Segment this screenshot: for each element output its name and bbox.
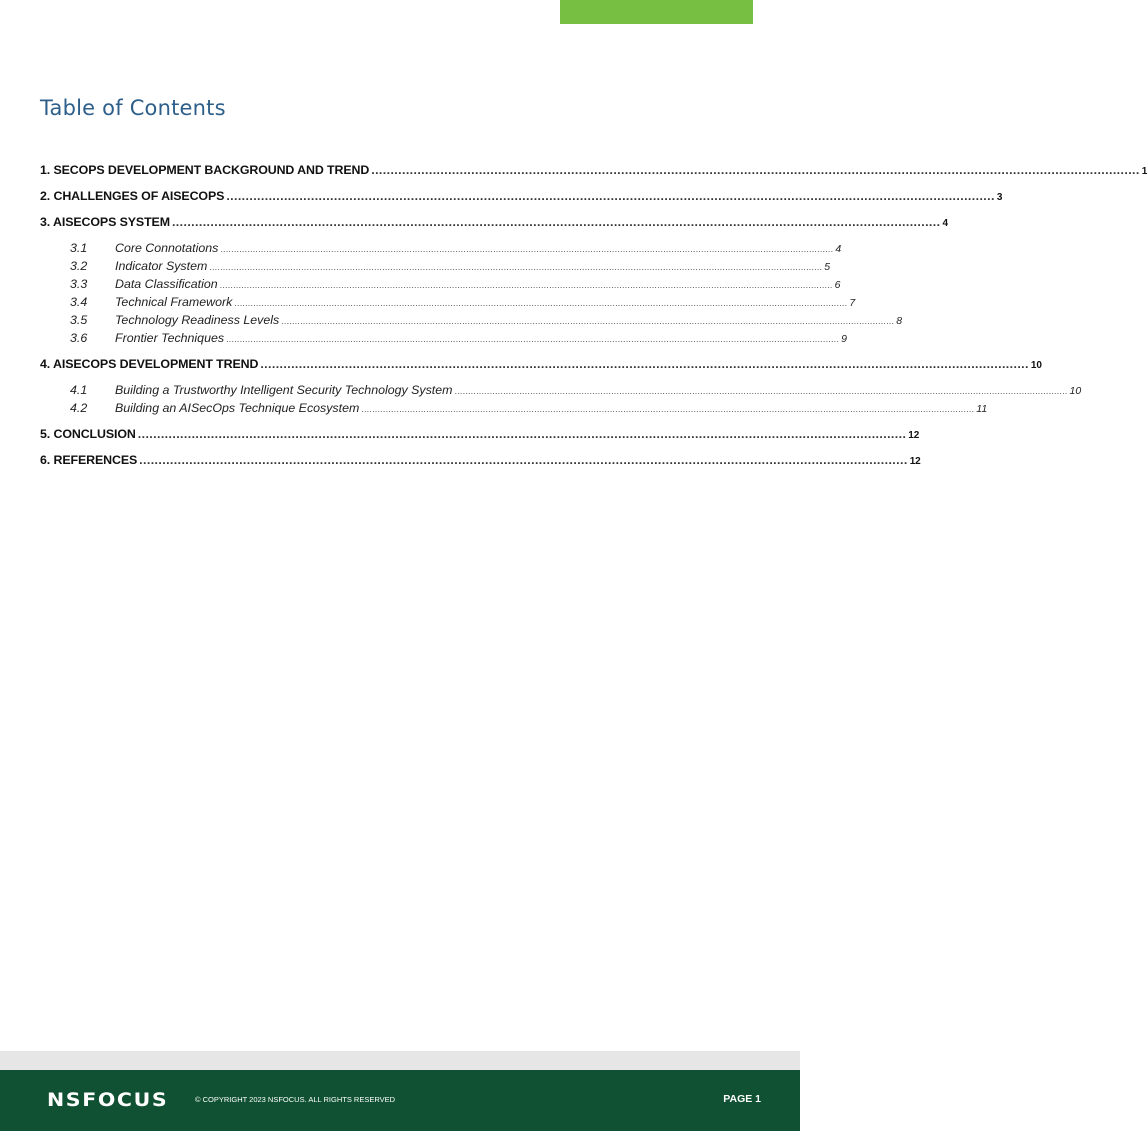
table-of-contents — [40, 163, 1147, 467]
toc-entry-label: 4. AISECOPS DEVELOPMENT TREND — [40, 357, 259, 371]
toc-entry-page: 12 — [908, 430, 920, 441]
dot-leader: ................................................................................................................................................................................................................................... — [219, 280, 833, 290]
toc-entry-number: 3.4 — [70, 295, 88, 309]
toc-entry-number: 3.3 — [70, 277, 88, 291]
toc-entry-page: 4 — [942, 218, 948, 229]
toc-entry-page: 8 — [896, 315, 903, 327]
toc-entry-page: 5 — [824, 261, 831, 273]
dot-leader: ................................................................................................................................................................................................................................... — [220, 244, 834, 254]
dot-leader: ........................................................................................................................................................................................................ — [226, 189, 995, 203]
toc-entry-label: 6. REFERENCES — [40, 453, 138, 467]
toc-entry-page: 6 — [834, 279, 841, 291]
toc-entry-1[interactable] — [40, 163, 1147, 177]
top-accent-bar — [560, 0, 753, 24]
toc-entry-4[interactable] — [40, 357, 1042, 371]
toc-entry-page: 10 — [1030, 360, 1042, 371]
page-title: Table of Contents — [40, 96, 226, 120]
dot-leader: ........................................................................................................................................................................................................ — [260, 357, 1029, 371]
dot-leader: ................................................................................................................................................................................................................................... — [209, 262, 823, 272]
toc-entry-3-1[interactable] — [40, 241, 842, 255]
page-footer — [0, 1070, 800, 1131]
toc-entry-number: 3.2 — [70, 259, 88, 273]
toc-entry-4-2[interactable] — [40, 401, 988, 415]
dot-leader: ................................................................................................................................................................................................................................... — [454, 386, 1068, 396]
toc-entry-label: Building a Trustworthy Intelligent Security Technology System — [115, 383, 453, 397]
toc-entry-label: Data Classification — [115, 277, 218, 291]
toc-entry-label: Technical Framework — [115, 295, 233, 309]
toc-entry-label: 5. CONCLUSION — [40, 427, 136, 441]
toc-entry-label: Indicator System — [115, 259, 208, 273]
toc-entry-label: Technology Readiness Levels — [115, 313, 280, 327]
toc-entry-page: 10 — [1069, 385, 1082, 397]
toc-entry-3-4[interactable] — [40, 295, 856, 309]
toc-entry-3[interactable] — [40, 215, 948, 229]
toc-entry-number: 3.5 — [70, 313, 88, 327]
copyright-text: © COPYRIGHT 2023 NSFOCUS. ALL RIGHTS RESERVED — [195, 1095, 396, 1104]
toc-entry-5[interactable] — [40, 427, 920, 441]
toc-entry-number: 4.1 — [70, 383, 88, 397]
toc-entry-label: Core Connotations — [115, 241, 219, 255]
toc-entry-page: 3 — [996, 192, 1003, 203]
footer-divider-strip — [0, 1051, 800, 1070]
toc-entry-3-5[interactable] — [40, 313, 903, 327]
toc-entry-3-3[interactable] — [40, 277, 841, 291]
page-number: PAGE 1 — [723, 1093, 761, 1105]
toc-entry-label: 3. AISECOPS SYSTEM — [40, 215, 170, 229]
dot-leader: ........................................................................................................................................................................................................ — [371, 163, 1140, 177]
dot-leader: ................................................................................................................................................................................................................................... — [361, 404, 975, 414]
toc-entry-page: 4 — [835, 243, 842, 255]
dot-leader: ................................................................................................................................................................................................................................... — [226, 334, 840, 344]
dot-leader: ................................................................................................................................................................................................................................... — [234, 298, 848, 308]
toc-entry-number: 3.1 — [70, 241, 88, 255]
toc-entry-page: 12 — [909, 456, 921, 467]
toc-entry-3-6[interactable] — [40, 331, 847, 345]
toc-entry-6[interactable] — [40, 453, 921, 467]
toc-entry-page: 7 — [849, 297, 856, 309]
nsfocus-logo: NSFOCUS — [47, 1089, 169, 1111]
dot-leader: ........................................................................................................................................................................................................ — [137, 427, 907, 441]
dot-leader: ................................................................................................................................................................................................................................... — [281, 316, 895, 326]
toc-entry-label: 2. CHALLENGES OF AISECOPS — [40, 189, 225, 203]
toc-entry-number: 4.2 — [70, 401, 88, 415]
toc-entry-page: 11 — [976, 403, 988, 415]
dot-leader: ........................................................................................................................................................................................................ — [171, 215, 941, 229]
toc-entry-4-1[interactable] — [40, 383, 1082, 397]
toc-entry-label: Frontier Techniques — [115, 331, 225, 345]
toc-entry-page: 1 — [1141, 166, 1147, 177]
toc-entry-label: 1. SECOPS DEVELOPMENT BACKGROUND AND TREND — [40, 163, 370, 177]
dot-leader: ........................................................................................................................................................................................................ — [139, 453, 908, 467]
toc-entry-3-2[interactable] — [40, 259, 831, 273]
toc-entry-page: 9 — [841, 333, 847, 345]
toc-entry-label: Building an AISecOps Technique Ecosystem — [115, 401, 360, 415]
toc-entry-2[interactable] — [40, 189, 1003, 203]
toc-entry-number: 3.6 — [70, 331, 88, 345]
